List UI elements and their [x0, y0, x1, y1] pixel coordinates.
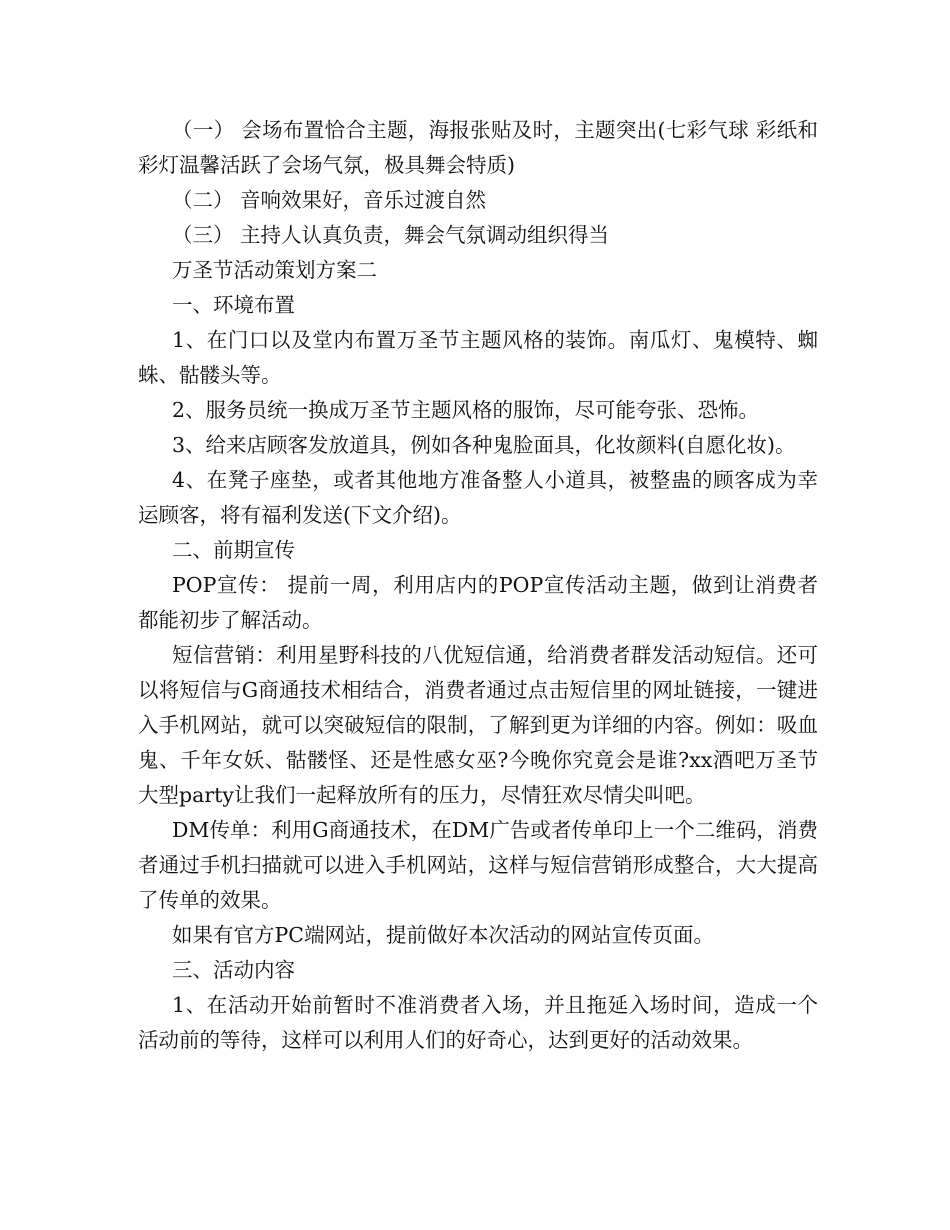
- paragraph-evaluation-1: （一） 会场布置恰合主题，海报张贴及时，主题突出(七彩气球 彩纸和彩灯温馨活跃了会场气氛，极具舞会特质): [138, 118, 818, 177]
- paragraph-environment-2: 2、服务员统一换成万圣节主题风格的服饰，尽可能夸张、恐怖。: [172, 398, 760, 422]
- paragraph-dm: DM传单：利用G商通技术，在DM广告或者传单印上一个二维码，消费者通过手机扫描就可以进入手机网站，这样与短信营销形成整合，大大提高了传单的效果。: [138, 818, 818, 912]
- paragraph-environment-3: 3、给来店顾客发放道具，例如各种鬼脸面具，化妆颜料(自愿化妆)。: [172, 433, 796, 457]
- paragraph-website: 如果有官方PC端网站，提前做好本次活动的网站宣传页面。: [172, 923, 714, 947]
- document-body: [138, 113, 818, 1058]
- paragraph-environment-1: 1、在门口以及堂内布置万圣节主题风格的装饰。南瓜灯、鬼模特、蜘蛛、骷髅头等。: [138, 328, 818, 387]
- paragraph-evaluation-3: （三） 主持人认真负责，舞会气氛调动组织得当: [172, 223, 610, 247]
- paragraph-activity-1: 1、在活动开始前暂时不准消费者入场，并且拖延入场时间，造成一个活动前的等待，这样可以利用人们的好奇心，达到更好的活动效果。: [138, 993, 818, 1052]
- paragraph-sms: 短信营销：利用星野科技的八优短信通，给消费者群发活动短信。还可以将短信与G商通技术相结合，消费者通过点击短信里的网址链接，一键进入手机网站，就可以突破短信的限制，了解到更为详细的内容。例如：吸血鬼、千年女妖、骷髅怪、还是性感女巫?今晚你究竟会是谁?xx酒吧万圣节大型party让我们一起释放所有的压力，尽情狂欢尽情尖叫吧。: [138, 643, 818, 807]
- paragraph-environment-4: 4、在凳子座垫，或者其他地方准备整人小道具，被整蛊的顾客成为幸运顾客，将有福利发送(下文介绍)。: [138, 468, 818, 527]
- heading-activity: 三、活动内容: [172, 958, 295, 982]
- paragraph-evaluation-2: （二） 音响效果好，音乐过渡自然: [172, 188, 487, 212]
- heading-environment: 一、环境布置: [172, 293, 295, 317]
- heading-promotion: 二、前期宣传: [172, 538, 295, 562]
- paragraph-pop: POP宣传： 提前一周，利用店内的POP宣传活动主题，做到让消费者都能初步了解活动。: [138, 573, 818, 632]
- section-title-plan-two: 万圣节活动策划方案二: [172, 258, 377, 282]
